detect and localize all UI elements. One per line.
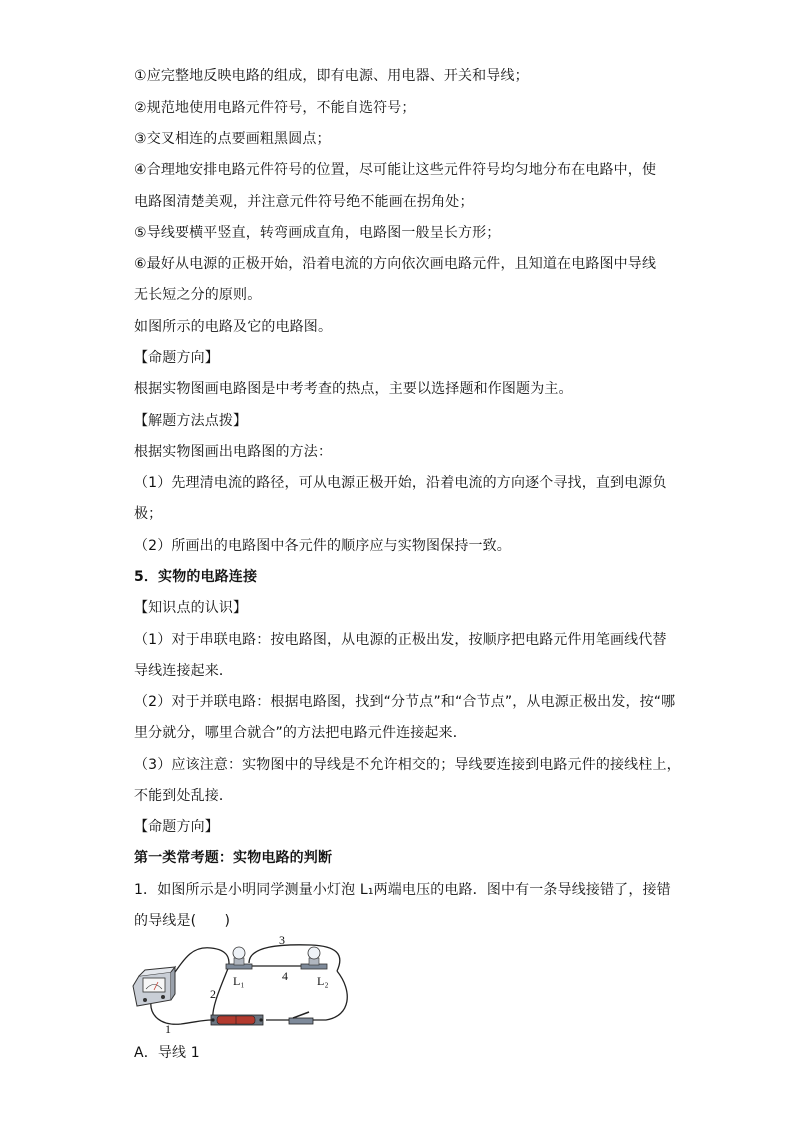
rule-4-text-cont: 电路图清楚美观，并注意元件符号绝不能画在拐角处； [134,194,474,210]
question-category-title: 第一类常考题：实物电路的判断 [134,850,333,866]
lamp-label-l2: L₂ [317,974,329,988]
section-heading: 【解题方法点拨】 [134,413,248,429]
knowledge-point-3: （3）应该注意：实物图中的导线是不允许相交的；导线要连接到电路元件的接线柱上， [134,757,681,773]
knowledge-point-1-cont: 导线连接起来． [134,663,234,679]
wire-label-1: 1 [165,1022,171,1036]
circuit-diagram [131,936,353,1036]
wire-2 [171,948,229,978]
rule-6-text: ⑥最好从电源的正极开始，沿着电流的方向依次画电路元件，且知道在电路图中导线 [134,256,657,272]
section-heading: 【知识点的认识】 [134,600,248,616]
wire-label-2: 2 [210,987,216,1001]
paragraph-text: 如图所示的电路及它的电路图。 [134,319,333,335]
rule-5-text: ⑤导线要横平竖直，转弯画成直角，电路图一般呈长方形； [134,225,501,241]
method-step-1-cont: 极； [134,506,163,522]
circuit-figure [131,936,353,1036]
knowledge-point-1: （1）对于串联电路：按电路图，从电源的正极出发，按顺序把电路元件用笔画线代替 [134,632,667,648]
knowledge-point-3-cont: 不能到处乱接． [134,788,234,804]
knowledge-point-2-cont: 里分就分，哪里合就合”的方法把电路元件连接起来． [134,725,467,741]
battery [211,1015,263,1025]
lamp-l1 [226,947,252,969]
question-1-stem: 1．如图所示是小明同学测量小灯泡 L₁两端电压的电路．图中有一条导线接错了，接错 [134,882,671,898]
switch [289,1012,313,1024]
rule-6-text-cont: 无长短之分的原则。 [134,287,262,303]
paragraph-text: 根据实物图画电路图是中考考查的热点，主要以选择题和作图题为主。 [134,381,573,397]
method-step-1: （1）先理清电流的路径，可从电源正极开始，沿着电流的方向逐个寻找，直到电源负 [134,475,667,491]
rule-1-text: ①应完整地反映电路的组成，即有电源、用电器、开关和导线； [134,68,529,84]
lamp-label-l1: L₁ [233,974,245,988]
method-step-2: （2）所画出的电路图中各元件的顺序应与实物图保持一致。 [134,538,511,554]
wire-1 [151,1000,211,1024]
rule-3-text: ③交叉相连的点要画粗黑圆点； [134,131,331,147]
knowledge-point-2: （2）对于并联电路：根据电路图，找到“分节点”和“合节点”，从电源正极出发，按“哪 [134,694,676,710]
section-5-title: 5．实物的电路连接 [134,569,258,585]
paragraph-text: 根据实物图画出电路图的方法： [134,444,333,460]
voltmeter [133,967,175,1006]
wire-label-4: 4 [282,969,288,983]
rule-4-text: ④合理地安排电路元件符号的位置，尽可能让这些元件符号均匀地分布在电路中，使 [134,162,657,178]
lamp-l2 [301,947,327,969]
answer-option-a: A．导线 1 [134,1045,200,1061]
section-heading: 【命题方向】 [134,819,219,835]
section-heading: 【命题方向】 [134,350,219,366]
question-1-stem-cont: 的导线是( ) [134,913,231,929]
wire-label-3: 3 [279,936,285,947]
rule-2-text: ②规范地使用电路元件符号，不能自选符号； [134,100,416,116]
